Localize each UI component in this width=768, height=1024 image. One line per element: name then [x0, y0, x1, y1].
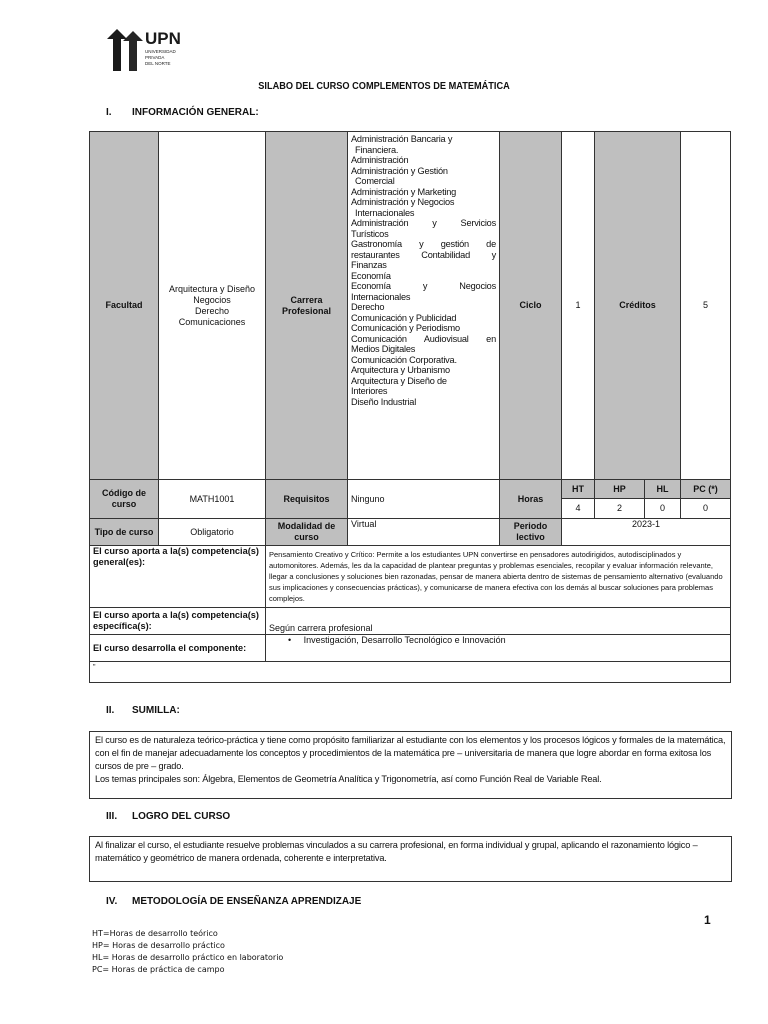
componente-value-cell: [266, 635, 731, 662]
carrera-item: Turísticos: [351, 228, 389, 239]
general-info-table: [89, 131, 731, 683]
upn-logo: [105, 27, 185, 72]
carrera-item: Administración: [351, 155, 409, 165]
carrera-item: Medios Digitales: [351, 344, 416, 354]
carrera-item: Administración y Servicios: [351, 218, 496, 228]
carrera-item: Administración y Marketing: [351, 186, 457, 197]
carrera-item: Comunicación y Publicidad: [351, 312, 457, 323]
logo-sub-3: DEL NORTE: [145, 61, 171, 66]
logo-sub-2: PRIVADA: [145, 55, 165, 60]
carrera-label: Carrera Profesional: [266, 132, 348, 480]
section-number: I.: [106, 107, 112, 118]
section-number: III.: [106, 811, 118, 822]
carrera-item: Internacionales: [355, 207, 415, 218]
facultad-item: Arquitectura y Diseño: [168, 283, 256, 294]
tipo-label: Tipo de curso: [90, 519, 159, 546]
horas-header-pc: PC (*): [681, 480, 731, 499]
carrera-item: Arquitectura y Diseño de: [351, 375, 447, 386]
horas-value-ht: 4: [562, 499, 595, 519]
carrera-item: Comunicación Audiovisual en: [351, 333, 496, 344]
footnote-item: HT=Horas de desarrollo teórico: [92, 929, 218, 938]
carrera-item: Interiores: [351, 386, 388, 396]
section-number: II.: [106, 705, 115, 716]
facultad-values: [159, 132, 266, 480]
ciclo-value: 1: [562, 132, 595, 480]
carrera-item: Financiera.: [355, 144, 399, 155]
carrera-item: Administración y Gestión: [351, 165, 448, 176]
sumilla-text: El curso es de naturaleza teórico-práctica y tiene como propósito familiarizar al estudiante con los elementos y los procesos lógicos y formales de la matemática, con el fin de manejar adecuadamente los conceptos y procedimientos de la matemática pre – universitaria de manera que logre abordar en forma exitosa los cursos de pre – grado.: [95, 735, 726, 771]
section-heading-1: [106, 107, 259, 118]
competencia-general-label: El curso aporta a la(s) competencia(s) general(es):: [90, 546, 266, 608]
horas-value-hl: 0: [645, 499, 681, 519]
sumilla-temas: Los temas principales son: Álgebra, Elementos de Geometría Analítica y Trigonometría, así como Función Real de Variable Real.: [95, 774, 602, 784]
logo-sub-1: UNIVERSIDAD: [145, 49, 176, 54]
carrera-item: Comercial: [355, 176, 395, 186]
footnote-item: HP= Horas de desarrollo práctico: [92, 941, 225, 950]
competencia-general-value: Pensamiento Creativo y Crítico: Permite a los estudiantes UPN convertirse en pensadores autodirigidos, autodisciplinados y automonitores. Además, les da la capacidad de plantear preguntas y problemas esenciales, recopilar y evaluar información relevante, llegar a conclusiones y soluciones bien razonadas, pensar de manera abierta dentro de sistemas de pensamiento alternativo (evaluando sus implicaciones y consecuencias prácticas), y comunicarse de manera efectiva con los demás al buscar soluciones para problemas complejos.: [266, 546, 731, 608]
horas-header-ht: HT: [562, 480, 595, 499]
logro-text: Al finalizar el curso, el estudiante resuelve problemas vinculados a su carrera profesional, en forma individual y grupal, aplicando el razonamiento lógico – matemático y geométrico de manera ordenada, coherente e interpretativa.: [95, 840, 698, 863]
section-number: IV.: [106, 896, 118, 907]
componente-label: El curso desarrolla el componente:: [90, 635, 266, 662]
carrera-item: Economía: [351, 270, 391, 281]
competencia-especifica-value: Según carrera profesional: [266, 608, 731, 635]
carrera-list: [348, 132, 500, 480]
horas-label: Horas: [500, 480, 562, 519]
carrera-item: Gastronomía y gestión de: [351, 239, 496, 249]
bullet-icon: •: [288, 635, 292, 645]
section-label: METODOLOGÍA DE ENSEÑANZA APRENDIZAJE: [132, 896, 362, 907]
codigo-label: Código de curso: [90, 480, 159, 519]
carrera-item: Administración y Negocios: [351, 197, 455, 207]
page-number: 1: [704, 913, 711, 927]
facultad-item: Comunicaciones: [178, 316, 246, 327]
section-label: INFORMACIÓN GENERAL:: [132, 107, 259, 118]
footnote-item: HL= Horas de desarrollo práctico en laboratorio: [92, 953, 284, 962]
carrera-item: Administración Bancaria y: [351, 134, 453, 144]
section-heading-2: [106, 705, 180, 716]
section-heading-4: [106, 896, 361, 907]
horas-header-hp: HP: [595, 480, 645, 499]
codigo-value: MATH1001: [159, 480, 266, 519]
carrera-item: restaurantes Contabilidad y: [351, 249, 496, 260]
creditos-label: Créditos: [595, 132, 681, 480]
modalidad-value: Virtual: [348, 519, 500, 546]
competencia-especifica-label: El curso aporta a la(s) competencia(s) específica(s):: [90, 608, 266, 635]
modalidad-label: Modalidad de curso: [266, 519, 348, 546]
horas-value-hp: 2: [595, 499, 645, 519]
facultad-label: Facultad: [90, 132, 159, 480]
carrera-item: Diseño Industrial: [351, 396, 417, 407]
sumilla-box: [89, 731, 732, 799]
requisitos-value: Ninguno: [348, 480, 500, 519]
carrera-item: Comunicación Corporativa.: [351, 354, 457, 365]
footnotes: [92, 928, 283, 976]
componente-value: Investigación, Desarrollo Tecnológico e Innovación: [303, 635, 506, 645]
carrera-item: Arquitectura y Urbanismo: [351, 365, 450, 375]
facultad-item: Negocios: [193, 294, 231, 305]
tipo-value: Obligatorio: [159, 519, 266, 546]
document-title: SILABO DEL CURSO COMPLEMENTOS DE MATEMÁTICA: [258, 81, 510, 92]
horas-value-pc: 0: [681, 499, 731, 519]
logo-brand: UPN: [145, 29, 181, 48]
periodo-value: 2023-1: [562, 519, 731, 546]
periodo-label: Periodo lectivo: [500, 519, 562, 546]
ciclo-label: Ciclo: [500, 132, 562, 480]
carrera-item: Economía y Negocios: [351, 281, 496, 291]
section-label: LOGRO DEL CURSO: [132, 811, 231, 822]
carrera-item: Finanzas: [351, 260, 387, 270]
facultad-item: Derecho: [194, 305, 230, 316]
carrera-item: Internacionales: [351, 291, 411, 302]
section-heading-3: [106, 811, 230, 822]
footnote-item: PC= Horas de práctica de campo: [92, 965, 225, 974]
creditos-value: 5: [681, 132, 731, 480]
section-label: SUMILLA:: [132, 705, 180, 716]
horas-header-hl: HL: [645, 480, 681, 499]
requisitos-label: Requisitos: [266, 480, 348, 519]
logro-box: [89, 836, 732, 882]
carrera-item: Derecho: [351, 302, 385, 312]
footnote-mark: ": [90, 662, 731, 683]
carrera-item: Comunicación y Periodismo: [351, 323, 460, 333]
